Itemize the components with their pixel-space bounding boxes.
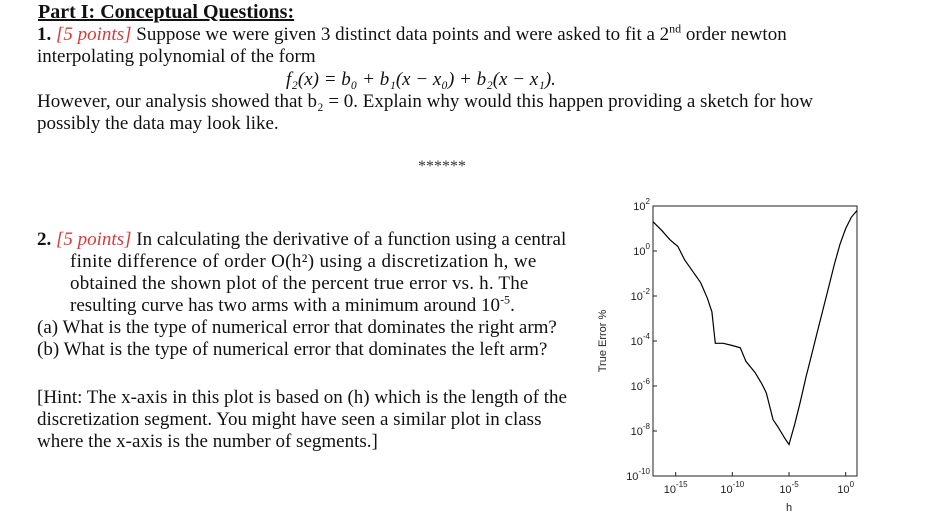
q2-part-a <box>37 317 557 339</box>
y-tick-label: $10^{-8}$ <box>630 422 650 438</box>
q2-text-1: In calculating the derivative of a function using a central <box>136 229 567 250</box>
x-tick-label: $10^{-15}$ <box>663 480 688 496</box>
q1-line-4: possibly the data may look like. <box>37 113 279 134</box>
q2-line-1 <box>37 229 566 251</box>
q2-sup-exp: -5 <box>500 292 511 307</box>
q1-text-1-end: order newton <box>685 24 787 45</box>
q2-part-b-text: What is the type of numerical error that dominates the left arm? <box>63 339 548 360</box>
q2-hint-2: discretization segment. You might have seen a similar plot in class <box>37 409 542 430</box>
y-tick-label: $10^2$ <box>633 197 650 213</box>
q1-formula: f₂(x) = b₀ + b₁(x − x₀) + b₂(x − x₁). <box>286 69 556 90</box>
q1-line-1 <box>37 21 787 46</box>
y-tick-label: $10^{-6}$ <box>630 377 650 393</box>
q1-line-3: However, our analysis showed that b₂ = 0. Explain why would this happen providing a sketch for how <box>37 91 813 112</box>
q2-part-a-label: (a) <box>37 317 59 338</box>
q2-text-4b: . <box>510 295 515 316</box>
q2-line-3: obtained the shown plot of the percent true error vs. h. The <box>70 273 529 294</box>
section-heading: Part I: Conceptual Questions: <box>38 1 295 23</box>
plot-frame <box>653 206 857 476</box>
separator-stars: ****** <box>418 158 466 175</box>
y-tick-label: $10^{-2}$ <box>630 287 650 303</box>
y-tick-label: $10^{-10}$ <box>626 467 650 483</box>
error-vs-h-chart <box>590 190 940 520</box>
y-axis-label: True Error % <box>597 309 609 373</box>
y-tick-label: $10^0$ <box>633 242 650 258</box>
q1-text-1: Suppose we were given 3 distinct data points and were asked to fit a 2 <box>136 24 670 45</box>
q1-line-2: interpolating polynomial of the form <box>37 46 316 67</box>
q2-hint-3: where the x-axis is the number of segments.] <box>37 431 378 452</box>
y-axis-ticks <box>626 197 657 483</box>
q2-hint-1: [Hint: The x-axis in this plot is based on (h) which is the length of the <box>37 387 567 408</box>
x-axis-label: h <box>785 502 793 514</box>
q2-part-a-text: What is the type of numerical error that dominates the right arm? <box>62 317 557 338</box>
q1-points: [5 points] <box>56 24 132 45</box>
q2-part-b <box>37 339 547 361</box>
y-tick-label: $10^{-4}$ <box>630 332 650 348</box>
q2-line-2: finite difference of order O(h²) using a discretization h, we <box>70 251 537 272</box>
x-tick-label: $10^{-5}$ <box>779 480 799 496</box>
series-line-error <box>653 211 857 445</box>
q2-text-4a: resulting curve has two arms with a minimum around 10 <box>70 295 501 316</box>
x-tick-label: $10^0$ <box>837 480 855 496</box>
q2-line-4 <box>70 292 515 317</box>
q2-part-b-label: (b) <box>37 339 60 360</box>
x-tick-label: $10^{-10}$ <box>720 480 745 496</box>
q1-sup-nd: nd <box>669 21 682 36</box>
q1-number: 1. <box>37 24 52 45</box>
q2-number: 2. <box>37 229 52 250</box>
q2-points: [5 points] <box>56 229 132 250</box>
